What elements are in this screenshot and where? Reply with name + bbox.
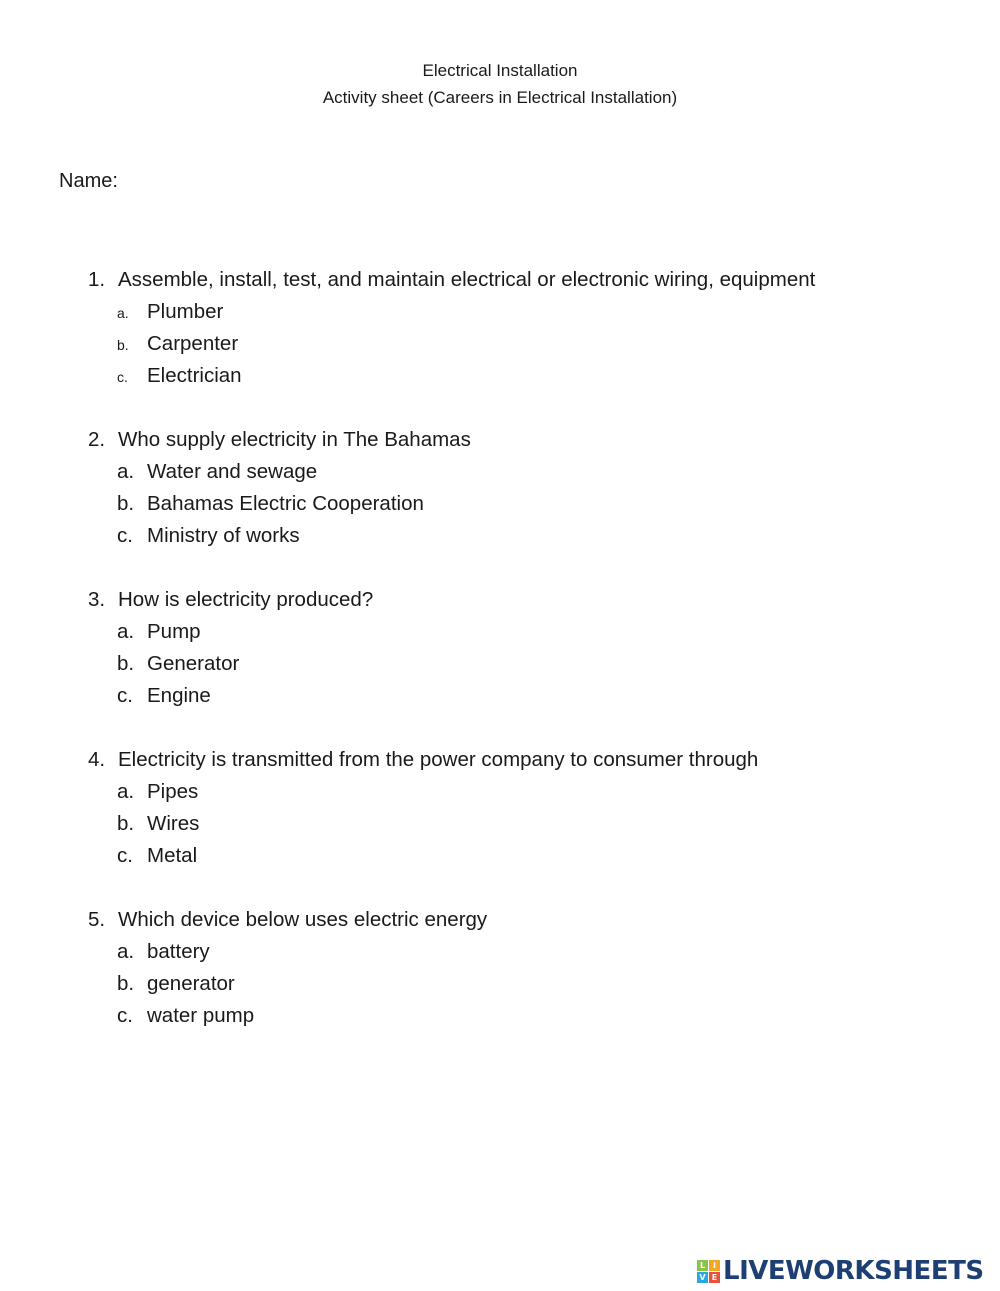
option-letter: b. bbox=[117, 972, 135, 995]
option-letter: b. bbox=[117, 812, 135, 835]
option-text: water pump bbox=[147, 1004, 255, 1027]
answer-option[interactable] bbox=[0, 776, 1000, 808]
option-letter: c. bbox=[117, 369, 128, 385]
answer-option[interactable] bbox=[0, 840, 1000, 872]
answer-option[interactable] bbox=[0, 808, 1000, 840]
option-text: Engine bbox=[147, 684, 211, 707]
logo-text: LIVEWORKSHEETS bbox=[723, 1256, 984, 1286]
option-letter: c. bbox=[117, 1004, 133, 1027]
option-letter: a. bbox=[117, 620, 135, 643]
logo-block: L bbox=[697, 1260, 708, 1271]
question-4 bbox=[0, 744, 1000, 872]
question-3 bbox=[0, 584, 1000, 712]
answer-option[interactable] bbox=[0, 488, 1000, 520]
option-text: battery bbox=[147, 940, 210, 963]
option-text: Wires bbox=[147, 812, 200, 835]
question-5 bbox=[0, 904, 1000, 1032]
question-text: How is electricity produced? bbox=[118, 588, 374, 611]
answer-option[interactable] bbox=[0, 648, 1000, 680]
answer-option[interactable] bbox=[0, 680, 1000, 712]
option-letter: b. bbox=[117, 492, 135, 515]
logo-block: E bbox=[709, 1272, 720, 1283]
option-letter: c. bbox=[117, 684, 133, 707]
liveworksheets-logo bbox=[697, 1256, 984, 1286]
question-number: 1. bbox=[88, 268, 106, 291]
option-text: Generator bbox=[147, 652, 240, 675]
option-text: Pump bbox=[147, 620, 201, 643]
answer-option[interactable] bbox=[0, 968, 1000, 1000]
logo-block: I bbox=[709, 1260, 720, 1271]
document-title: Electrical Installation bbox=[422, 61, 578, 80]
logo-block: V bbox=[697, 1272, 708, 1283]
answer-option[interactable] bbox=[0, 616, 1000, 648]
option-text: Water and sewage bbox=[147, 460, 318, 483]
document-subtitle: Activity sheet (Careers in Electrical Installation) bbox=[322, 88, 678, 107]
name-label: Name: bbox=[59, 170, 118, 192]
answer-option[interactable] bbox=[0, 936, 1000, 968]
question-number: 5. bbox=[88, 908, 106, 931]
answer-option[interactable] bbox=[0, 1000, 1000, 1032]
question-2 bbox=[0, 424, 1000, 552]
option-letter: a. bbox=[117, 780, 135, 803]
answer-option[interactable] bbox=[0, 456, 1000, 488]
option-letter: a. bbox=[117, 305, 129, 321]
option-text: Bahamas Electric Cooperation bbox=[147, 492, 424, 515]
option-text: generator bbox=[147, 972, 235, 995]
answer-option[interactable] bbox=[0, 520, 1000, 552]
question-text: Which device below uses electric energy bbox=[118, 908, 488, 931]
question-text: Assemble, install, test, and maintain electrical or electronic wiring, equipment bbox=[118, 268, 816, 291]
option-text: Metal bbox=[147, 844, 198, 867]
question-number: 3. bbox=[88, 588, 106, 611]
option-text: Ministry of works bbox=[147, 524, 300, 547]
document-header bbox=[0, 57, 1000, 111]
option-letter: a. bbox=[117, 460, 135, 483]
question-text: Electricity is transmitted from the power company to consumer through bbox=[118, 748, 759, 771]
answer-option[interactable] bbox=[0, 360, 1000, 392]
answer-option[interactable] bbox=[0, 328, 1000, 360]
question-text: Who supply electricity in The Bahamas bbox=[118, 428, 471, 451]
option-letter: b. bbox=[117, 652, 135, 675]
question-number: 4. bbox=[88, 748, 106, 771]
question-number: 2. bbox=[88, 428, 106, 451]
option-text: Carpenter bbox=[147, 332, 239, 355]
question-1 bbox=[0, 264, 1000, 392]
option-letter: c. bbox=[117, 524, 133, 547]
answer-option[interactable] bbox=[0, 296, 1000, 328]
option-letter: c. bbox=[117, 844, 133, 867]
option-letter: a. bbox=[117, 940, 135, 963]
logo-blocks-icon bbox=[697, 1260, 720, 1283]
option-text: Plumber bbox=[147, 300, 224, 323]
option-text: Electrician bbox=[147, 364, 242, 387]
option-letter: b. bbox=[117, 337, 129, 353]
option-text: Pipes bbox=[147, 780, 199, 803]
